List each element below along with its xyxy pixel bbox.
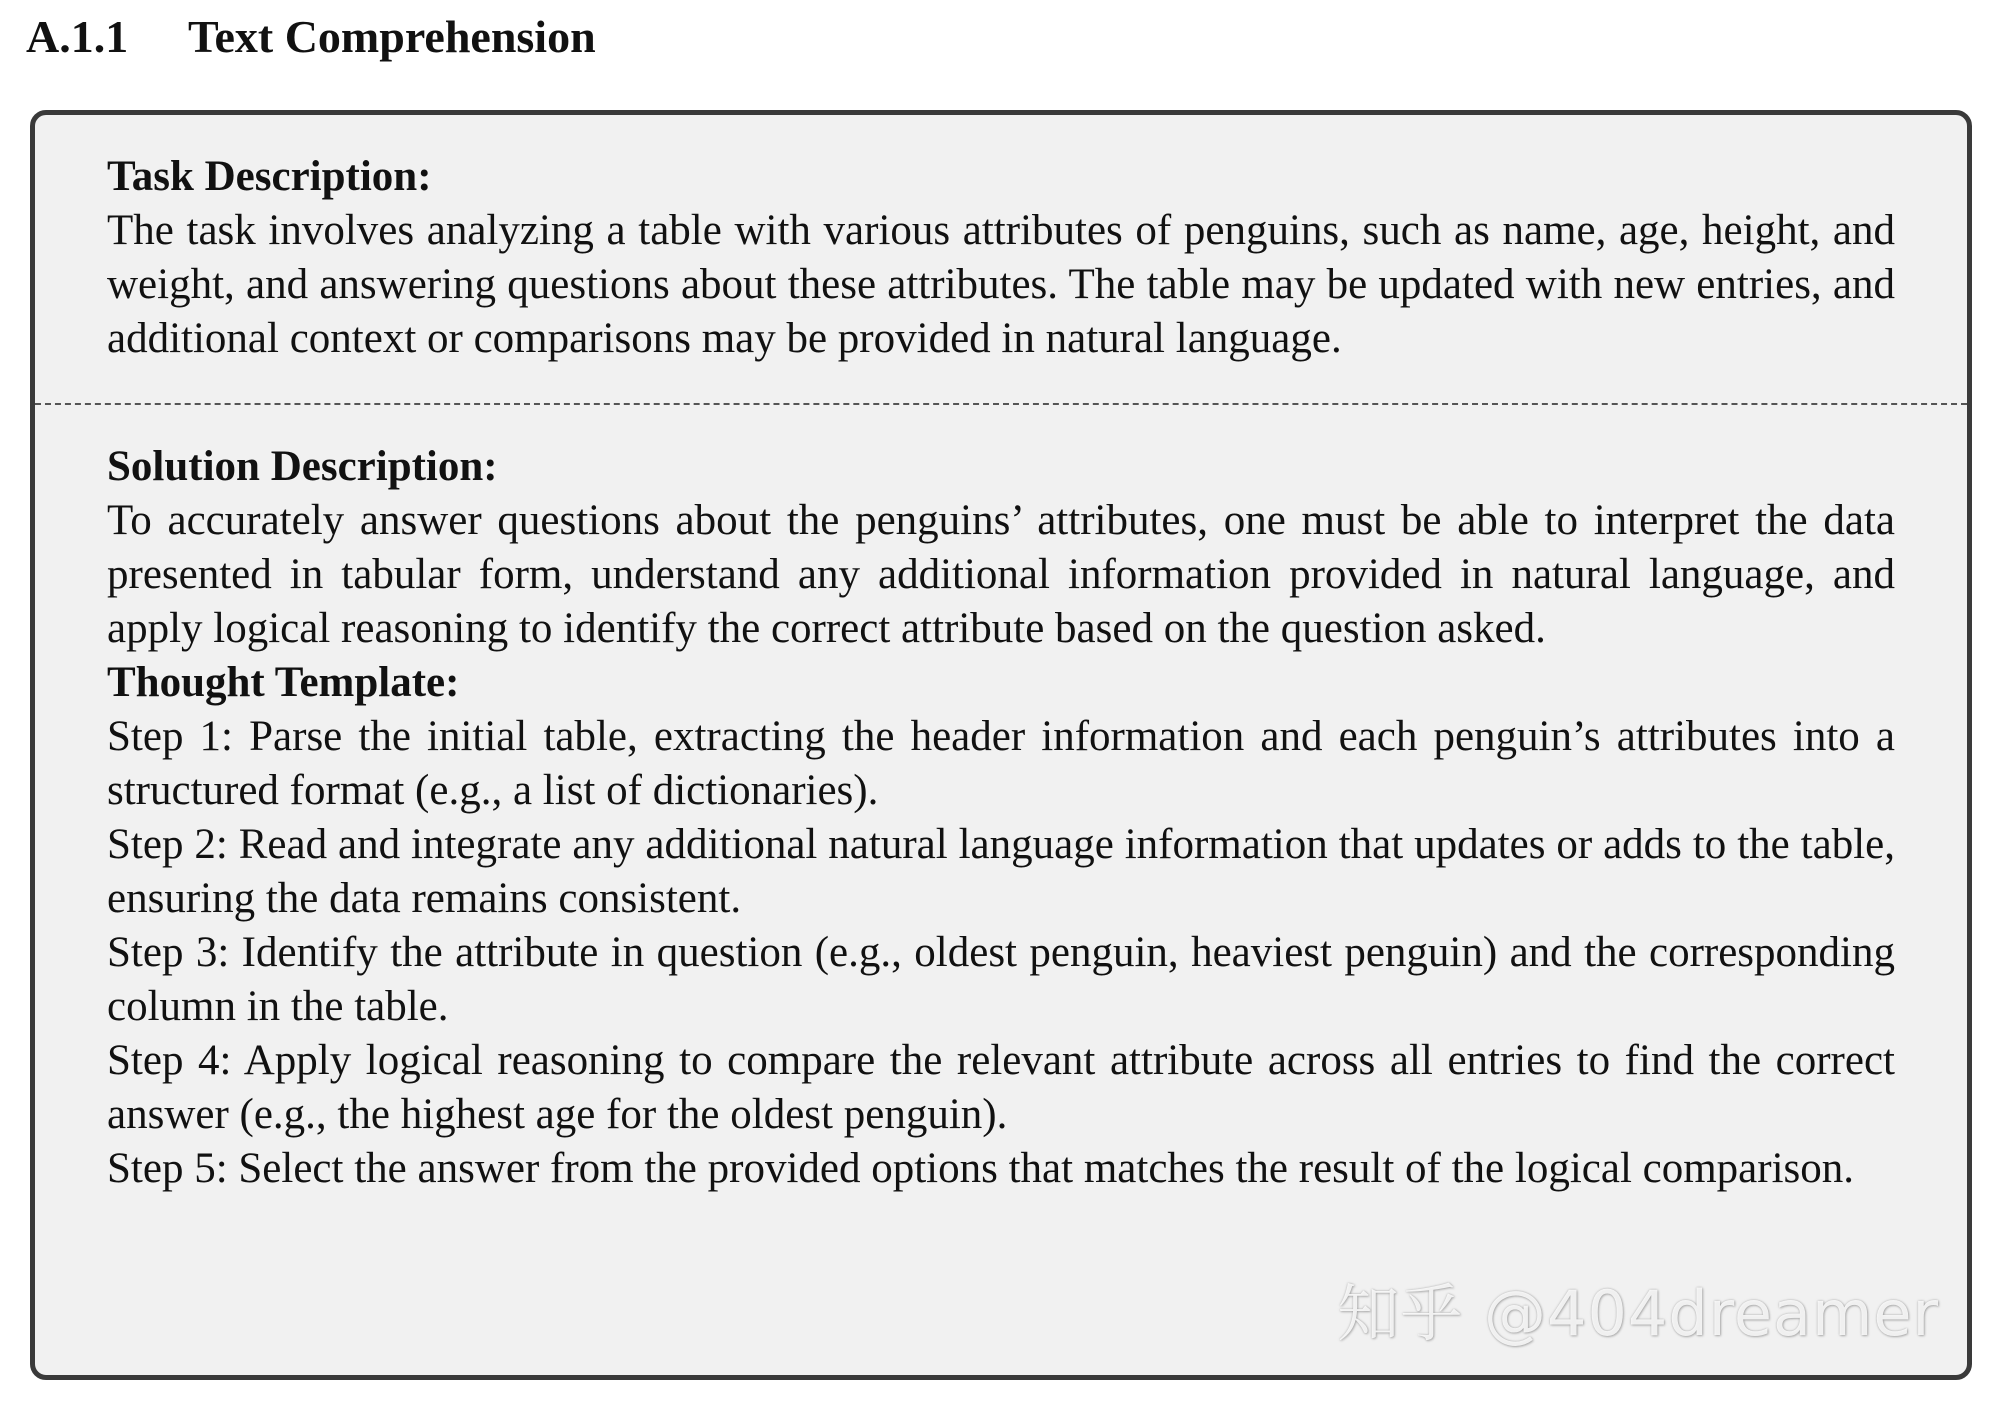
section-title: Text Comprehension xyxy=(188,10,596,62)
thought-step-2: Step 2: Read and integrate any additional natural language information that updates or adds to the table, ensuring the data remains consistent. xyxy=(107,821,1895,922)
task-description-text: The task involves analyzing a table with various attributes of penguins, such as name, age, height, and weight, and answering questions about these attributes. The table may be updated with new entries, and additional context or comparisons may be provided in natural language. xyxy=(107,207,1895,362)
solution-description-label: Solution Description: xyxy=(107,443,498,490)
solution-description-text: To accurately answer questions about the penguins’ attributes, one must be able to interpret the data presented in tabular form, understand any additional information provided in natural language, and apply logical reasoning to identify the correct attribute based on the question asked. xyxy=(107,497,1895,652)
watermark: 知乎 @404dreamer xyxy=(1337,1277,1939,1350)
thought-step-1: Step 1: Parse the initial table, extracting the header information and each penguin’s attributes into a structured format (e.g., a list of dictionaries). xyxy=(107,713,1895,814)
thought-step-3: Step 3: Identify the attribute in question (e.g., oldest penguin, heaviest penguin) and the corresponding column in the table. xyxy=(107,929,1895,1030)
dashed-divider xyxy=(35,403,1967,405)
section-number: A.1.1 xyxy=(26,10,129,62)
thought-template-label: Thought Template: xyxy=(107,659,460,706)
thought-step-5: Step 5: Select the answer from the provided options that matches the result of the logical comparison. xyxy=(107,1145,1855,1192)
task-description-section xyxy=(107,150,1895,366)
task-description-label: Task Description: xyxy=(107,153,432,200)
section-heading xyxy=(26,6,596,66)
thought-step-4: Step 4: Apply logical reasoning to compare the relevant attribute across all entries to find the correct answer (e.g., the highest age for the oldest penguin). xyxy=(107,1037,1895,1138)
template-box xyxy=(30,110,1972,1380)
solution-description-section xyxy=(107,440,1895,1196)
